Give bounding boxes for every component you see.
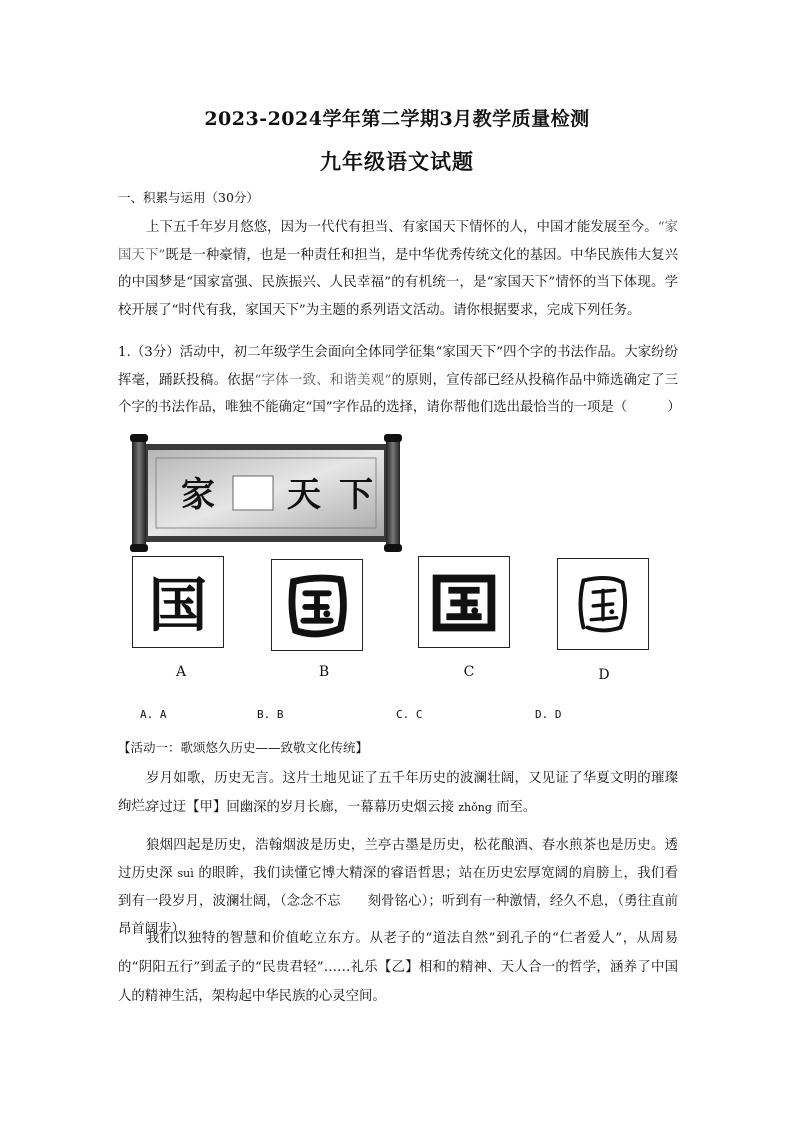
intro-text-1: 上下五千年岁月悠悠，因为一代代有担当、有家国天下情怀的人，中国才能发展至今。 xyxy=(146,220,658,235)
option-d-label: D xyxy=(598,667,610,683)
option-a-image[interactable] xyxy=(132,556,224,648)
intro-quote: “家国天下” xyxy=(118,220,678,263)
option-c-image[interactable] xyxy=(418,556,510,648)
scroll-char-tian: 天 xyxy=(287,475,321,515)
question-1-quote: “字体一致、和谐美观” xyxy=(254,372,392,388)
activity-paragraph-2 xyxy=(118,794,678,822)
pinyin-sui: suì xyxy=(177,867,194,880)
option-a-label: A xyxy=(175,664,187,680)
choice-b[interactable]: B. B xyxy=(257,708,284,721)
scroll-char-jia: 家 xyxy=(181,475,215,515)
question-1 xyxy=(118,339,681,422)
exam-title: 2023-2024学年第二学期3月教学质量检测 xyxy=(204,108,590,130)
choice-a[interactable]: A. A xyxy=(140,708,167,721)
calligraphy-scroll-image xyxy=(128,434,404,552)
activity-paragraph-4: 我们以独特的智慧和价值屹立东方。从老子的“道法自然”到孔子的“仁者爱人”，从周易的“阴阳五行”到孟子的“民贵君轻”……礼乐【乙】相和的精神、天人合一的哲学，涵养了中国人的精神生活，架构起中华民族的心灵空间。 xyxy=(118,931,678,1004)
option-c-label: C xyxy=(463,664,475,680)
option-b-label: B xyxy=(318,664,330,680)
question-1-text-1: 1.（3分）活动中，初二年级学生会面向全体同学征集“家国天下”四个字的书法作品。大家纷纷挥毫，踊跃投稿。依据 xyxy=(118,345,678,388)
activity-paragraph-3-text-1: 狼烟四起是历史，浩翰烟波是历史，兰亭古墨是历史，松花酿酒、春水煎茶也是历史。透过历史深 xyxy=(118,838,678,881)
choice-d[interactable]: D. D xyxy=(535,708,562,721)
activity-paragraph-1: 岁月如歌，历史无言。这片土地见证了五千年历史的波澜壮阔，又见证了华夏文明的璀璨绚烂。 xyxy=(118,771,678,814)
activity-paragraph-2-text-2: 而至。 xyxy=(496,800,537,815)
activity-paragraph-2-text-1: 穿过迂【甲】回幽深的岁月长廊，一幕幕历史烟云接 xyxy=(146,800,454,815)
choice-c[interactable]: C. C xyxy=(396,708,423,721)
activity-heading: 【活动一：歌颂悠久历史——致敬文化传统】 xyxy=(118,740,369,755)
scroll-char-xia: 下 xyxy=(339,475,373,515)
section-heading: 一、积累与运用（30分） xyxy=(118,190,259,205)
exam-subtitle: 九年级语文试题 xyxy=(320,149,474,174)
intro-paragraph xyxy=(118,214,678,324)
pinyin-zhong: zhǒng xyxy=(458,801,492,814)
blank-slot xyxy=(233,476,273,510)
activity-paragraph-3-text-2: 的眼眸，我们读懂它博大精深的睿语哲思；站在历史宏厚宽阔的肩膀上，我们看到有一段岁月，波澜壮阔，（念念不忘 刻骨铭心）；听到有一种激情，经久不息，（勇往直前 昂首阔步）。 xyxy=(118,866,705,937)
intro-text-2: 既是一种豪情，也是一种责任和担当，是中华优秀传统文化的基因。中华民族伟大复兴的中国梦是“国家富强、民族振兴、人民幸福”的有机统一，是“家国天下”情怀的当下体现。学校开展了“时代有我，家国天下”为主题的系列语文活动。请你根据要求，完成下列任务。 xyxy=(118,247,678,318)
option-d-image[interactable] xyxy=(557,558,649,650)
option-b-image[interactable] xyxy=(271,559,363,651)
question-1-text-2: 的原则，宣传部已经从投稿作品中筛选确定了三个字的书法作品，唯独不能确定“国”字作品的选择，请你帮他们选出最恰当的一项是（ ） xyxy=(118,372,681,415)
option-a-char: 国 xyxy=(148,570,208,640)
